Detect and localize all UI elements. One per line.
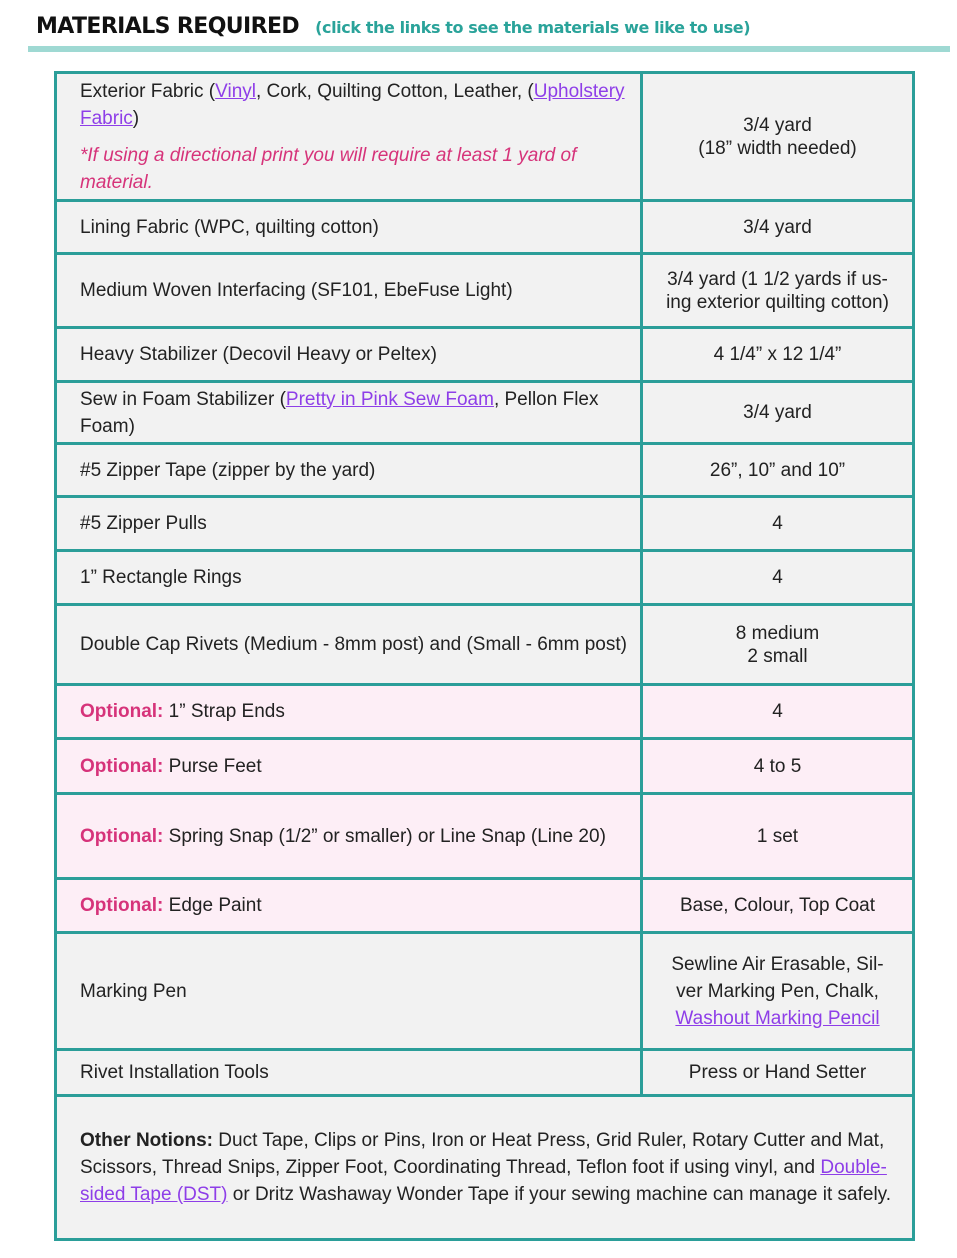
table-row: [56, 254, 914, 328]
item-text: 1” Strap Ends: [163, 701, 285, 722]
qty-line: Sewline Air Erasable, Sil-: [671, 953, 884, 975]
optional-label: Optional:: [80, 755, 164, 777]
item-cell: [56, 739, 642, 794]
qty-line: 2 small: [747, 645, 808, 667]
page-title: MATERIALS REQUIRED: [36, 14, 300, 39]
qty-cell: 3/4 yard: [642, 382, 914, 444]
table-row: [56, 551, 914, 605]
table-row: [56, 933, 914, 1050]
notions-text: Duct Tape, Clips or Pins, Iron or Heat Press, Grid Ruler, Rotary Cutter and Mat, Scissors, Thread Snips, Zipper Foot, Coordinating Thread, Teflon foot if using vinyl, and: [80, 1130, 885, 1178]
directional-print-note: *If using a directional print you will require at least 1 yard of material.: [80, 144, 577, 193]
qty-cell: 4: [642, 497, 914, 551]
qty-line: ver Marking Pen, Chalk,: [676, 980, 879, 1002]
qty-cell: [642, 254, 914, 328]
item-cell: Heavy Stabilizer (Decovil Heavy or Peltex): [56, 328, 642, 382]
table-row: [56, 605, 914, 685]
item-cell: [56, 794, 642, 879]
materials-table: [54, 71, 915, 1241]
qty-cell: 4 to 5: [642, 739, 914, 794]
qty-cell: [642, 605, 914, 685]
table-row-optional: [56, 879, 914, 933]
qty-line: 3/4 yard (1 1/2 yards if us-: [667, 268, 888, 290]
upholstery-fabric-link[interactable]: Upholstery Fabric: [80, 80, 625, 129]
notions-label: Other Notions:: [80, 1130, 213, 1151]
item-text: , Cork, Quilting Cotton, Leather, (: [255, 80, 534, 102]
item-text: ): [132, 107, 140, 129]
item-cell: Rivet Installation Tools: [56, 1050, 642, 1096]
item-cell: [56, 73, 642, 201]
header: [36, 14, 957, 44]
qty-line: ing exterior quilting cotton): [666, 291, 889, 313]
table-row-optional: [56, 739, 914, 794]
table-row: [56, 73, 914, 201]
table-row: [56, 328, 914, 382]
item-text: , Pellon Flex Foam): [80, 388, 599, 437]
item-cell: 1” Rectangle Rings: [56, 551, 642, 605]
qty-line: (18” width needed): [698, 137, 857, 159]
double-sided-tape-link[interactable]: Double- sided Tape (DST): [80, 1157, 887, 1205]
item-cell: Medium Woven Interfacing (SF101, EbeFuse Light): [56, 254, 642, 328]
washout-marking-pencil-link[interactable]: Washout Marking Pencil: [675, 1007, 880, 1029]
qty-cell: Base, Colour, Top Coat: [642, 879, 914, 933]
table-row: [56, 444, 914, 497]
item-text: Purse Feet: [163, 755, 262, 777]
optional-label: Optional:: [80, 701, 164, 722]
item-text: Exterior Fabric (: [80, 80, 216, 102]
item-cell: #5 Zipper Tape (zipper by the yard): [56, 444, 642, 497]
item-cell: #5 Zipper Pulls: [56, 497, 642, 551]
table-row-notions: [56, 1096, 914, 1240]
optional-label: Optional:: [80, 825, 164, 847]
qty-line: 8 medium: [735, 622, 820, 644]
item-cell: Double Cap Rivets (Medium - 8mm post) and (Small - 6mm post): [56, 605, 642, 685]
qty-cell: Press or Hand Setter: [642, 1050, 914, 1096]
qty-cell: 4: [642, 685, 914, 739]
table-row: [56, 201, 914, 254]
optional-label: Optional:: [80, 895, 164, 916]
item-cell: [56, 382, 642, 444]
item-text: Edge Paint: [163, 895, 262, 916]
item-cell: Marking Pen: [56, 933, 642, 1050]
qty-cell: [642, 73, 914, 201]
item-cell: Lining Fabric (WPC, quilting cotton): [56, 201, 642, 254]
header-rule: [28, 46, 950, 52]
notions-text: or Dritz Washaway Wonder Tape if your sewing machine can manage it safely.: [227, 1184, 892, 1205]
qty-cell: 1 set: [642, 794, 914, 879]
notions-cell: [56, 1096, 914, 1240]
qty-cell: [642, 933, 914, 1050]
vinyl-link[interactable]: Vinyl: [215, 80, 256, 102]
qty-cell: 4 1/4” x 12 1/4”: [642, 328, 914, 382]
item-cell: [56, 879, 642, 933]
item-text: Spring Snap (1/2” or smaller) or Line Snap (Line 20): [163, 825, 606, 847]
table-row-optional: [56, 794, 914, 879]
table-row: [56, 1050, 914, 1096]
item-cell: [56, 685, 642, 739]
table-row: [56, 382, 914, 444]
qty-cell: 4: [642, 551, 914, 605]
table-row: [56, 497, 914, 551]
qty-cell: 26”, 10” and 10”: [642, 444, 914, 497]
pretty-in-pink-sew-foam-link[interactable]: Pretty in Pink Sew Foam: [285, 388, 494, 410]
page-subtitle: (click the links to see the materials we like to use): [315, 18, 751, 37]
qty-line: 3/4 yard: [743, 114, 812, 136]
qty-cell: 3/4 yard: [642, 201, 914, 254]
table-row-optional: [56, 685, 914, 739]
item-text: Sew in Foam Stabilizer (: [80, 388, 286, 410]
